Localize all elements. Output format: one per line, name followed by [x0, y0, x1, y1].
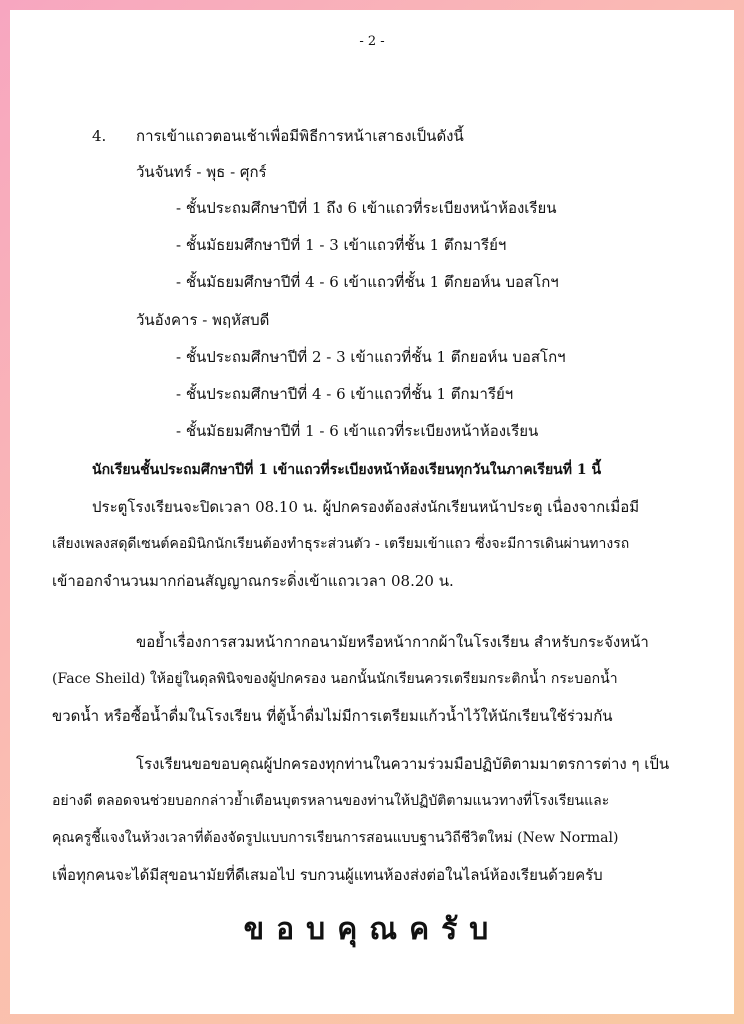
bold-note: นักเรียนชั้นประถมศึกษาปีที่ 1 เข้าแถวที่ระเบียงหน้าห้องเรียนทุกวันในภาคเรียนที่ 1 นี้ — [92, 462, 602, 478]
paragraph-line: (Face Sheild) ให้อยู่ในดุลพินิจของผู้ปกครอง นอกนั้นนักเรียนควรเตรียมกระติกน้ำ กระบอกน้ำ — [52, 671, 618, 687]
group-2-line: - ชั้นมัธยมศึกษาปีที่ 1 - 6 เข้าแถวที่ระเบียงหน้าห้องเรียน — [176, 422, 539, 440]
item-number: 4. — [92, 127, 107, 145]
paragraph-line: ขอย้ำเรื่องการสวมหน้ากากอนามัยหรือหน้ากากผ้าในโรงเรียน สำหรับกระจังหน้า — [136, 633, 649, 651]
paragraph-line: เสียงเพลงสดุดีเซนต์คอมินิกนักเรียนต้องทำธุระส่วนตัว - เตรียมเข้าแถว ซึ่งจะมีการเดินผ่านทางรถ — [52, 536, 630, 552]
group-2-line: - ชั้นประถมศึกษาปีที่ 2 - 3 เข้าแถวที่ชั้น 1 ตึกยอห์น บอสโกฯ — [176, 348, 566, 366]
group-1-line: - ชั้นมัธยมศึกษาปีที่ 1 - 3 เข้าแถวที่ชั้น 1 ตึกมารีย์ฯ — [176, 236, 507, 254]
page-number: - 2 - — [359, 34, 385, 49]
paragraph-line: เพื่อทุกคนจะได้มีสุขอนามัยที่ดีเสมอไป รบกวนผู้แทนห้องส่งต่อในไลน์ห้องเรียนด้วยครับ — [52, 866, 603, 884]
group-1-line: - ชั้นประถมศึกษาปีที่ 1 ถึง 6 เข้าแถวที่ระเบียงหน้าห้องเรียน — [176, 199, 557, 217]
group-2-line: - ชั้นประถมศึกษาปีที่ 4 - 6 เข้าแถวที่ชั้น 1 ตึกมารีย์ฯ — [176, 385, 514, 403]
day-group-2: วันอังคาร - พฤหัสบดี — [136, 311, 270, 329]
document-page — [10, 10, 734, 1014]
paragraph-line: เข้าออกจำนวนมากก่อนสัญญาณกระดิ่งเข้าแถวเวลา 08.20 น. — [52, 572, 454, 590]
paragraph-line: คุณครูชี้แจงในห้วงเวลาที่ต้องจัดรูปแบบการเรียนการสอนแบบฐานวิถีชีวิตใหม่ (New Normal) — [52, 830, 619, 846]
closing-thanks: ขอบคุณครับ — [243, 912, 501, 947]
group-1-line: - ชั้นมัธยมศึกษาปีที่ 4 - 6 เข้าแถวที่ชั้น 1 ตึกยอห์น บอสโกฯ — [176, 273, 559, 291]
day-group-1: วันจันทร์ - พุธ - ศุกร์ — [136, 163, 267, 181]
paragraph-line: ประตูโรงเรียนจะปิดเวลา 08.10 น. ผู้ปกครองต้องส่งนักเรียนหน้าประตู เนื่องจากเมื่อมี — [92, 498, 640, 516]
paragraph-line: ขวดน้ำ หรือซื้อน้ำดื่มในโรงเรียน ที่ตู้น้ำดื่มไม่มีการเตรียมแก้วน้ำไว้ให้นักเรียนใช้ร่วมกัน — [52, 707, 613, 725]
item-title: การเข้าแถวตอนเช้าเพื่อมีพิธีการหน้าเสาธงเป็นดังนี้ — [136, 127, 464, 145]
paragraph-line: โรงเรียนขอขอบคุณผู้ปกครองทุกท่านในความร่วมมือปฏิบัติตามมาตรการต่าง ๆ เป็น — [136, 755, 670, 773]
paragraph-line: อย่างดี ตลอดจนช่วยบอกกล่าวย้ำเตือนบุตรหลานของท่านให้ปฏิบัติตามแนวทางที่โรงเรียนและ — [52, 793, 610, 809]
